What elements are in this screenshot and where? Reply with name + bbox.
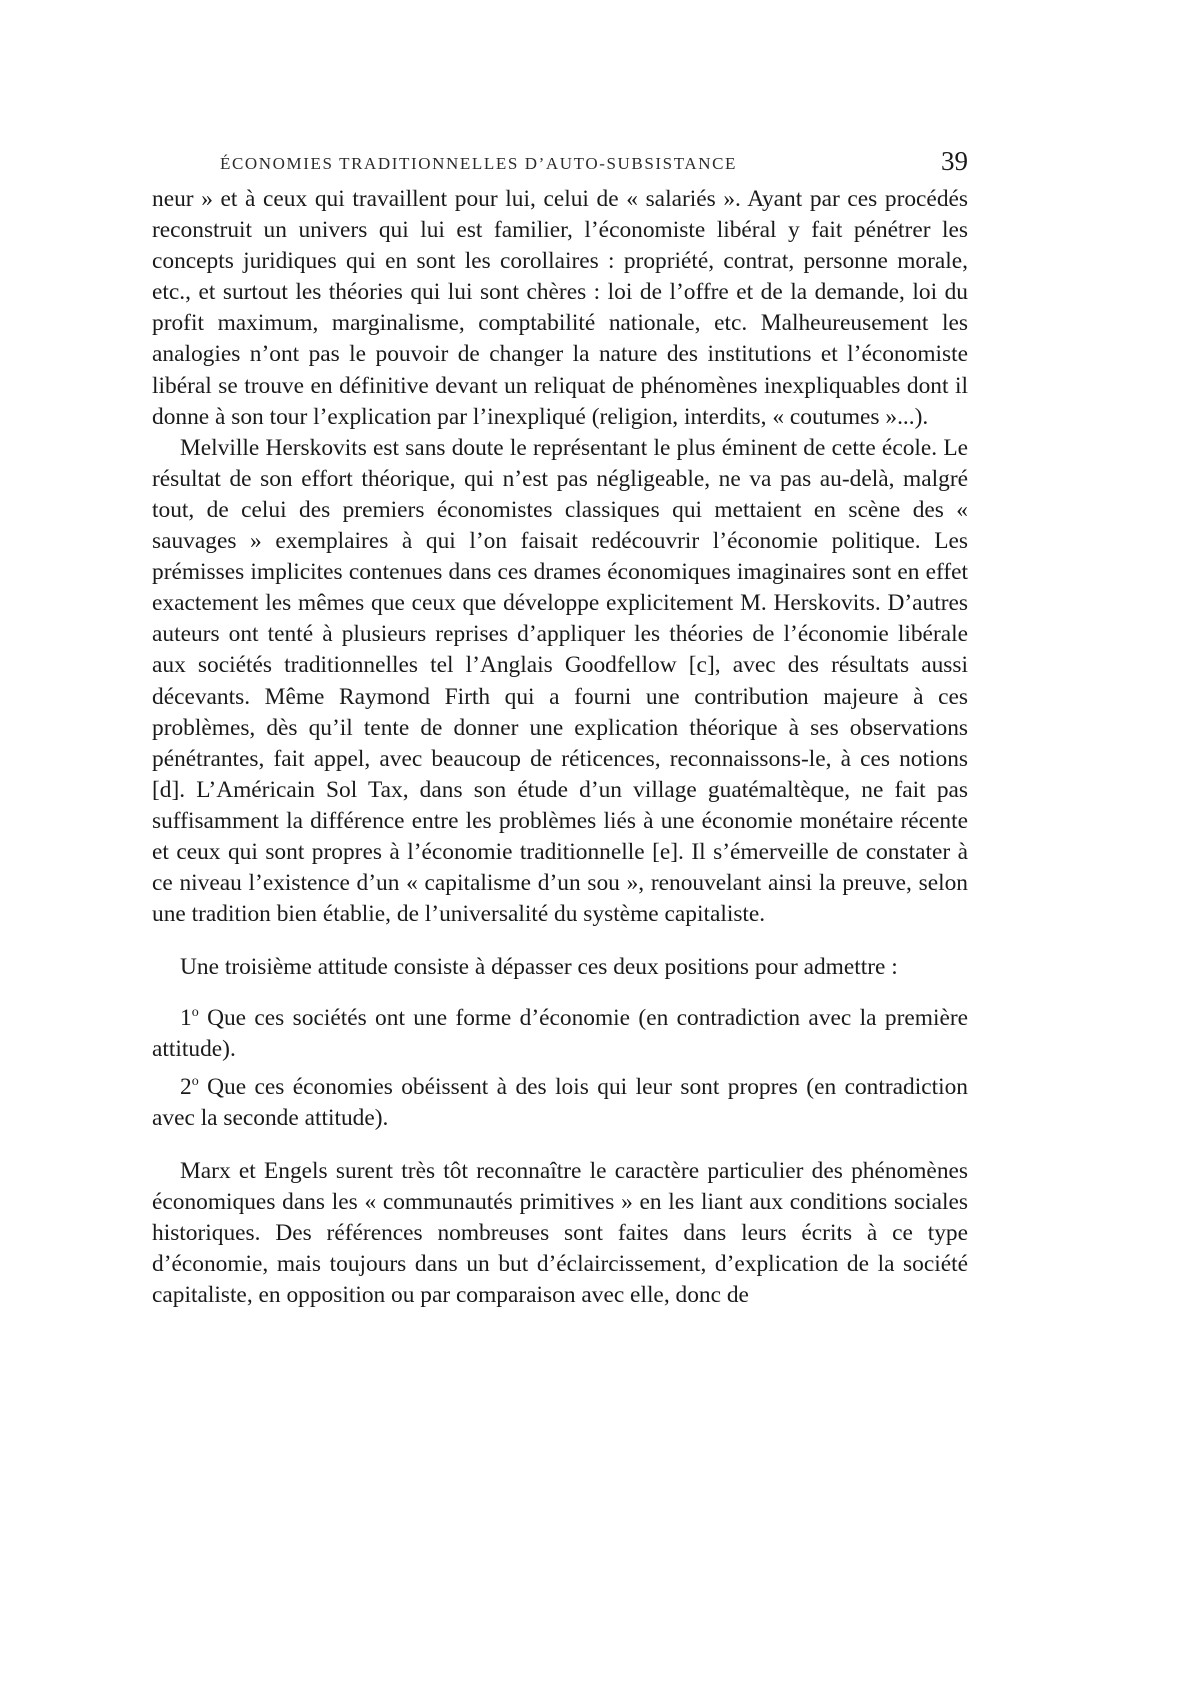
section-gap <box>152 1134 968 1156</box>
list-item-2-text: Que ces économies obéissent à des lois qui leur sont propres (en contradiction avec la seconde attitude). <box>152 1073 968 1131</box>
book-page <box>152 140 968 1311</box>
list-item-2 <box>152 1066 968 1134</box>
list-item-1 <box>152 997 968 1065</box>
page-number: 39 <box>941 146 968 176</box>
paragraph-third-attitude: Une troisième attitude consiste à dépasser ces deux positions pour admettre : <box>180 954 898 981</box>
body-text <box>152 184 968 1311</box>
paragraph-marx-engels: Marx et Engels surent très tôt reconnaître le caractère particulier des phénomènes économiques dans les « communautés primitives » en les liant aux conditions sociales historiques. Des références nombreuses sont faites dans leurs écrits à ce type d’économie, mais toujours dans un but d’éclaircissement, d’explication de la société capitaliste, en opposition ou par comparaison avec elle, donc de <box>152 1157 968 1309</box>
list-item-1-label: 1$^o$ <box>180 1005 199 1032</box>
paragraph-herskovits: Melville Herskovits est sans doute le représentant le plus éminent de cette école. Le résultat de son effort théorique, qui n’est pas négligeable, ne va pas au-delà, malgré tout, de celui des premiers économistes classiques qui mettaient en scène des « sauvages » exemplaires à qui l’on faisait redécouvrir l’économie politique. Les prémisses implicites contenues dans ces drames économiques imaginaires sont en effet exactement les mêmes que ceux que développe explicitement M. Herskovits. D’autres auteurs ont tenté à plusieurs reprises d’appliquer les théories de l’économie libérale aux sociétés traditionnelles tel l’Anglais Goodfellow [c], avec des résultats aussi décevants. Même Raymond Firth qui a fourni une contribution majeure à ces problèmes, dès qu’il tente de donner une explication théorique à ses observations pénétrantes, fait appel, avec beaucoup de réticences, reconnaissons-le, à ces notions [d]. L’Américain Sol Tax, dans son étude d’un village guatémaltèque, ne fait pas suffisamment la différence entre les problèmes liés à une économie monétaire récente et ceux qui sont propres à l’économie traditionnelle [e]. Il s’émerveille de constater à ce niveau l’existence d’un « capitalisme d’un sou », renouvelant ainsi la preuve, selon une tradition bien établie, de l’universalité du système capitaliste. <box>152 434 968 928</box>
list-item-2-label: 2$^o$ <box>180 1073 199 1100</box>
running-head <box>152 140 968 184</box>
list-gap <box>152 983 968 997</box>
list-item-1-text: Que ces sociétés ont une forme d’économie (en contradiction avec la première attitude). <box>152 1005 968 1063</box>
running-title: ÉCONOMIES TRADITIONNELLES D’AUTO-SUBSISTANCE <box>220 154 738 173</box>
paragraph-continuation: neur » et à ceux qui travaillent pour lui, celui de « salariés ». Ayant par ces procédés reconstruit un univers qui lui est familier, l’économiste libéral y fait pénétrer les concepts juridiques qui en sont les corollaires : propriété, contrat, personne morale, etc., et surtout les théories qui lui sont chères : loi de l’offre et de la demande, loi du profit maximum, marginalisme, comptabilité nationale, etc. Malheureusement les analogies n’ont pas le pouvoir de changer la nature des institutions et l’économiste libéral se trouve en définitive devant un reliquat de phénomènes inexpliquables dont il donne à son tour l’explication par l’inexpliqué (religion, interdits, « coutumes »...). <box>152 186 968 430</box>
section-gap <box>152 930 968 952</box>
